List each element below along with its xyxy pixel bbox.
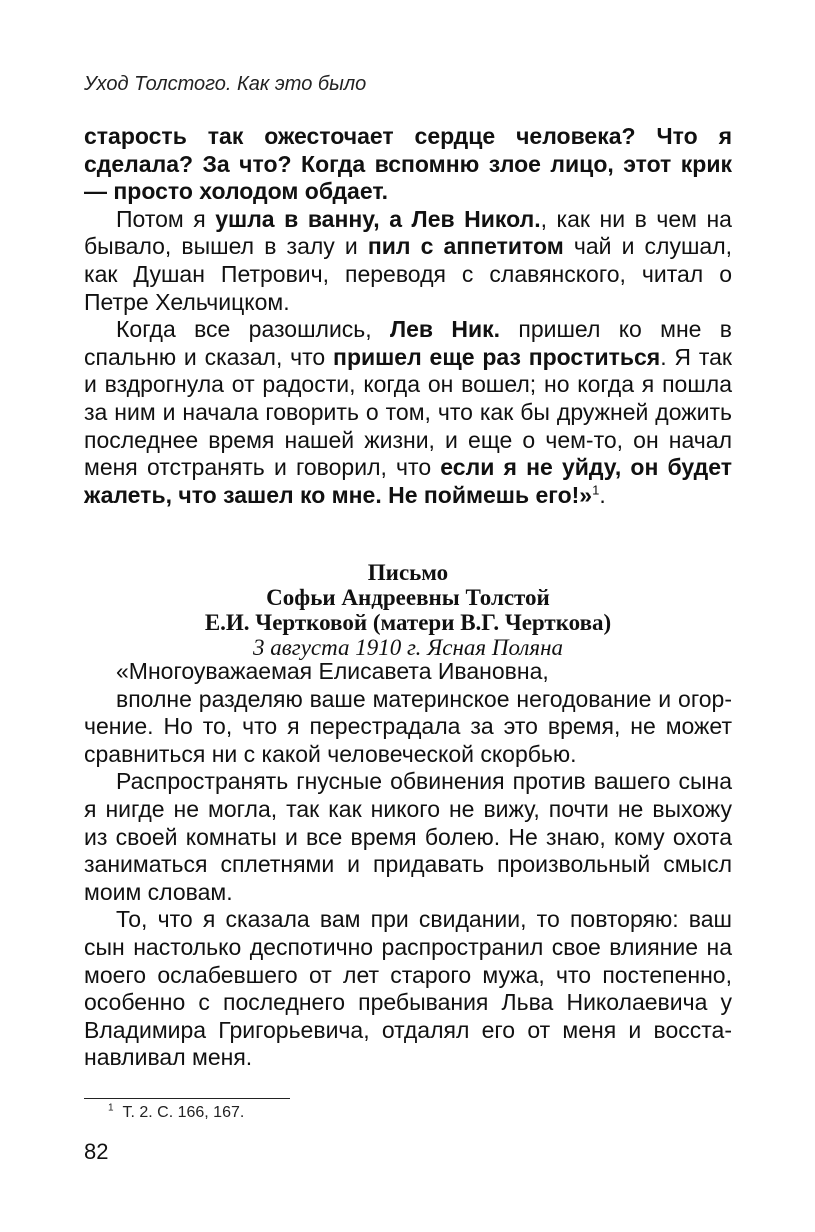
footnote-text: Т. 2. С. 166, 167. bbox=[122, 1104, 245, 1121]
paragraph-3-text-1: Когда все разошлись, bbox=[116, 316, 390, 343]
paragraph-3 bbox=[84, 316, 732, 509]
diary-excerpt bbox=[84, 123, 732, 509]
paragraph-2-text-1: Потом я bbox=[116, 205, 216, 232]
heading-date-place: 3 августа 1910 г. Ясная Поляна bbox=[252, 635, 564, 660]
letter-paragraph-3: То, что я сказала вам при свидании, то повторяю: ваш сын настолько деспотично распространил свое влияние на моего ослабевшего от лет старого мужа, что постепенно, особенно с последнего пребывания Льва Николаевича у Владимира Григорьевича, отдалял его от меня и восстанавливал меня. bbox=[84, 906, 732, 1071]
footnote bbox=[108, 1103, 244, 1123]
letter-heading bbox=[84, 560, 732, 660]
heading-line-2: Софьи Андреевны Толстой bbox=[266, 585, 550, 610]
paragraph-2 bbox=[84, 206, 732, 316]
paragraph-3-text-5: . bbox=[599, 481, 606, 508]
paragraph-3-bold-2: пришел еще раз проститься bbox=[333, 343, 661, 370]
heading-line-1: Письмо bbox=[367, 560, 449, 585]
paragraph-2-bold-1: ушла в ванну, а Лев Никол. bbox=[215, 205, 541, 232]
page-number: 82 bbox=[84, 1139, 109, 1164]
paragraph-2-text-3: чай и слушал, как Душан Петрович, переводя с славянского, читал о Петре Хельчицком. bbox=[84, 233, 732, 315]
paragraph-3-text-2: пришел ко мне в спальню и сказал, что bbox=[84, 316, 732, 370]
paragraph-3-bold-3: если я не уйду, он будет жалеть, что зашел ко мне. Не поймешь его! bbox=[84, 454, 733, 508]
paragraph-1: старость так ожесточает сердце человека? Что я сделала? За что? Когда вспомню злое лицо, этот крик — просто холодом обдает. bbox=[84, 123, 732, 205]
paragraph-3-text-4: » bbox=[579, 481, 593, 508]
heading-line-3: Е.И. Чертковой (матери В.Г. Черткова) bbox=[204, 610, 612, 635]
paragraph-2-bold-2: пил с аппетитом bbox=[367, 233, 564, 260]
running-head: Уход Толстого. Как это было bbox=[84, 73, 367, 95]
letter-paragraph-1: вполне разделяю ваше материнское негодование и огорчение. Но то, что я перестрадала за это время, не может сравниться ни с какой человеческой скорбью. bbox=[84, 685, 732, 767]
letter-salutation: «Многоуважаемая Елисавета Ивановна, bbox=[116, 658, 549, 684]
paragraph-3-text-3: . Я так и вздрогнула от радости, когда он вошел; но когда я пошла за ним и начала говорить о том, что как бы дружней дожить последнее время нашей жизни, и еще о чем-то, он начал меня отстранять и говорил, что bbox=[84, 343, 732, 481]
paragraph-2-text-2: , как ни в чем на бывало, вышел в залу и bbox=[84, 205, 732, 260]
footnote-divider bbox=[84, 1098, 290, 1099]
paragraph-3-bold-1: Лев Ник. bbox=[390, 316, 501, 343]
footnote-reference: 1 bbox=[592, 482, 600, 498]
footnote-mark: 1 bbox=[108, 1102, 114, 1114]
letter-paragraph-2: Распространять гнусные обвинения против вашего сына я нигде не могла, так как никого не вижу, почти не выхожу из своей комнаты и все время болею. Не знаю, кому охота заниматься сплетнями и придавать произвольный смысл моим словам. bbox=[84, 768, 732, 905]
letter-body bbox=[84, 658, 732, 1072]
